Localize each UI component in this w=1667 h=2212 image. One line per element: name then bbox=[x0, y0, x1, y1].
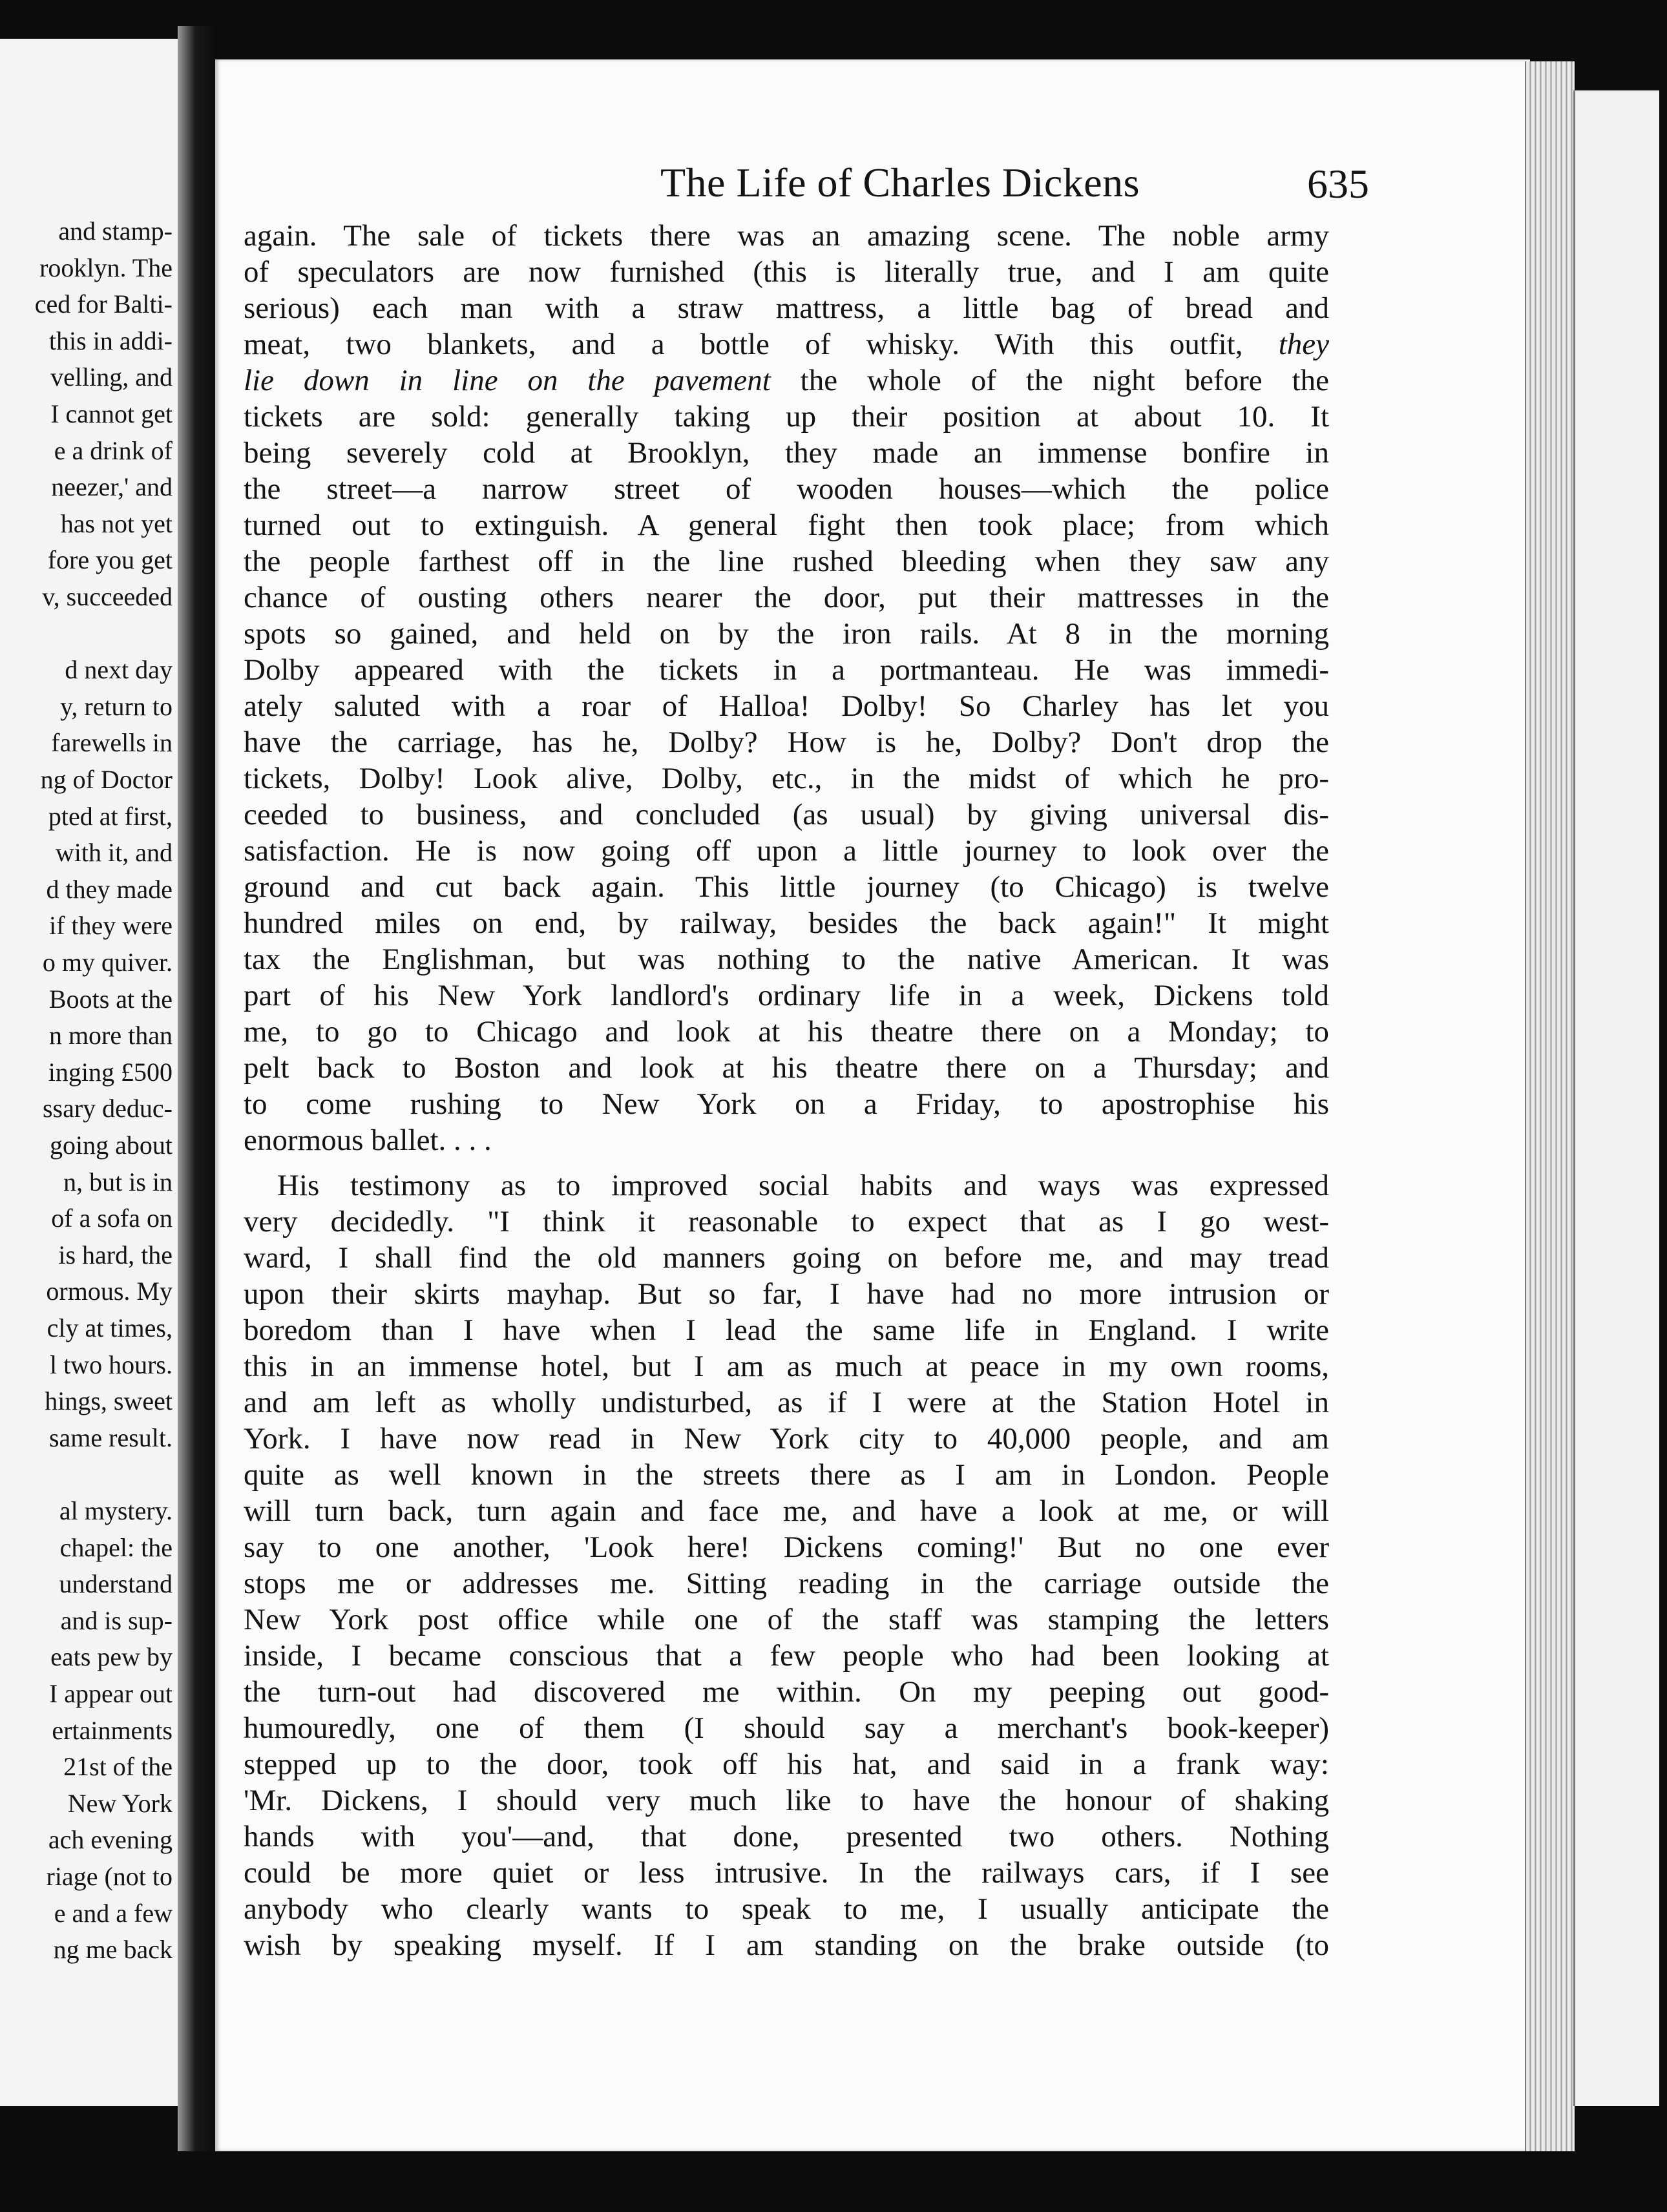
left-page-line: farewells in bbox=[51, 728, 173, 757]
text-line: ward, I shall find the old manners going on before me, and may tread bbox=[244, 1241, 1329, 1275]
text-line: being severely cold at Brooklyn, they made an immense bonfire in bbox=[244, 436, 1329, 470]
text-line: enormous ballet. . . . bbox=[244, 1123, 492, 1157]
left-page-line: going about bbox=[50, 1131, 173, 1160]
left-page-line: Boots at the bbox=[48, 985, 173, 1014]
left-page-line: with it, and bbox=[55, 838, 173, 867]
left-page-line: inging £500 bbox=[48, 1058, 173, 1087]
left-page-line: d next day bbox=[65, 655, 173, 684]
left-page-line: I appear out bbox=[48, 1679, 173, 1708]
left-page-line: ertainments bbox=[52, 1716, 173, 1745]
left-page-line: and stamp- bbox=[58, 216, 173, 245]
left-page-line: eats pew by bbox=[50, 1642, 173, 1671]
left-page-line: I cannot get bbox=[50, 399, 173, 428]
page-number: 635 bbox=[1307, 161, 1369, 207]
text-line: wish by speaking myself. If I am standing on the brake outside (to bbox=[244, 1928, 1329, 1962]
text-line: part of his New York landlord's ordinary life in a week, Dickens told bbox=[244, 979, 1329, 1012]
text-line: stops me or addresses me. Sitting reading in the carriage outside the bbox=[244, 1567, 1329, 1600]
left-page-line: understand bbox=[59, 1569, 173, 1598]
left-page-line: n more than bbox=[48, 1021, 173, 1050]
text-line: 'Mr. Dickens, I should very much like to have the honour of shaking bbox=[244, 1784, 1329, 1817]
left-page-line: chapel: the bbox=[59, 1533, 173, 1562]
left-page-line: of a sofa on bbox=[51, 1204, 173, 1233]
book-edge-board bbox=[1573, 90, 1659, 2106]
left-page-line: fore you get bbox=[47, 545, 173, 574]
text-line bbox=[244, 362, 1329, 399]
text-line: turned out to extinguish. A general fight then took place; from which bbox=[244, 508, 1329, 542]
text-line: tickets are sold: generally taking up their position at about 10. It bbox=[244, 400, 1329, 433]
text-line: tickets, Dolby! Look alive, Dolby, etc., in the midst of which he pro- bbox=[244, 762, 1329, 795]
text-line: of speculators are now furnished (this is literally true, and I am quite bbox=[244, 255, 1329, 289]
text-line: have the carriage, has he, Dolby? How is he, Dolby? Don't drop the bbox=[244, 725, 1329, 759]
left-page-line: e a drink of bbox=[54, 436, 173, 465]
running-title: The Life of Charles Dickens bbox=[660, 160, 1140, 205]
italic-run: lie down in line on the pavement bbox=[244, 364, 771, 397]
text-line: satisfaction. He is now going off upon a little journey to look over the bbox=[244, 834, 1329, 868]
text-line: humouredly, one of them (I should say a merchant's book-keeper) bbox=[244, 1711, 1329, 1745]
text-line: ground and cut back again. This little journey (to Chicago) is twelve bbox=[244, 870, 1329, 904]
left-page-line: y, return to bbox=[59, 692, 173, 721]
text-line: me, to go to Chicago and look at his theatre there on a Monday; to bbox=[244, 1015, 1329, 1049]
text-line: this in an immense hotel, but I am as much at peace in my own rooms, bbox=[244, 1350, 1329, 1383]
left-page-line: ormous. My bbox=[46, 1277, 173, 1306]
text-line: spots so gained, and held on by the iron rails. At 8 in the morning bbox=[244, 617, 1329, 651]
text-line: say to one another, 'Look here! Dickens coming!' But no one ever bbox=[244, 1530, 1329, 1564]
left-page-line: hings, sweet bbox=[45, 1386, 173, 1415]
book-gutter bbox=[178, 26, 216, 2151]
text-line: pelt back to Boston and look at his theatre there on a Thursday; and bbox=[244, 1051, 1329, 1085]
text-line: again. The sale of tickets there was an amazing scene. The noble army bbox=[244, 219, 1329, 253]
text-line: Dolby appeared with the tickets in a portmanteau. He was immedi- bbox=[244, 653, 1329, 687]
left-page-line: has not yet bbox=[60, 509, 173, 538]
text-line: inside, I became conscious that a few people who had been looking at bbox=[244, 1639, 1329, 1673]
left-page-line: same result. bbox=[48, 1423, 173, 1452]
text-line: hundred miles on end, by railway, besides the back again!" It might bbox=[244, 906, 1329, 940]
italic-run: they bbox=[1278, 328, 1330, 361]
text-line: and am left as wholly undisturbed, as if I were at the Station Hotel in bbox=[244, 1386, 1329, 1419]
left-page-line: neezer,' and bbox=[51, 472, 173, 501]
text-line: ceeded to business, and concluded (as usual) by giving universal dis- bbox=[244, 798, 1329, 831]
text-line: His testimony as to improved social habits and ways was expressed bbox=[277, 1169, 1329, 1202]
text-line: the people farthest off in the line rushed bleeding when they saw any bbox=[244, 545, 1329, 578]
left-page-line: n, but is in bbox=[63, 1167, 173, 1196]
text-run: the whole of the night before the bbox=[800, 364, 1329, 397]
text-line: anybody who clearly wants to speak to me, I usually anticipate the bbox=[244, 1892, 1329, 1926]
left-page-line: and is sup- bbox=[60, 1606, 173, 1635]
text-line: very decidedly. "I think it reasonable to expect that as I go west- bbox=[244, 1205, 1329, 1238]
text-line: tax the Englishman, but was nothing to the native American. It was bbox=[244, 943, 1329, 976]
left-page-line: cly at times, bbox=[47, 1313, 173, 1342]
page-edges bbox=[1525, 61, 1575, 2151]
left-page-line: v, succeeded bbox=[42, 582, 173, 611]
left-page-line: velling, and bbox=[50, 362, 173, 391]
text-line bbox=[244, 326, 1329, 362]
left-page-line: ced for Balti- bbox=[34, 289, 173, 318]
left-page-line: al mystery. bbox=[59, 1496, 173, 1525]
left-page-line: riage (not to bbox=[46, 1862, 173, 1891]
left-page-line: d they made bbox=[46, 875, 173, 904]
text-line: York. I have now read in New York city to 40,000 people, and am bbox=[244, 1422, 1329, 1456]
text-line: the turn-out had discovered me within. On my peeping out good- bbox=[244, 1675, 1329, 1709]
text-line: serious) each man with a straw mattress, a little bag of bread and bbox=[244, 291, 1329, 325]
left-facing-page bbox=[0, 39, 191, 2106]
text-line: New York post office while one of the staff was stamping the letters bbox=[244, 1603, 1329, 1636]
left-page-line: l two hours. bbox=[50, 1350, 173, 1379]
left-page-line: New York bbox=[67, 1789, 173, 1818]
left-page-line: pted at first, bbox=[48, 802, 173, 831]
text-line: upon their skirts mayhap. But so far, I have had no more intrusion or bbox=[244, 1277, 1329, 1311]
text-line: to come rushing to New York on a Friday, to apostrophise his bbox=[244, 1087, 1329, 1121]
text-run: meat, two blankets, and a bottle of whisky. With this outfit, bbox=[244, 328, 1243, 361]
text-line: chance of ousting others nearer the door, put their mattresses in the bbox=[244, 581, 1329, 614]
left-page-line: is hard, the bbox=[58, 1240, 173, 1269]
text-line: the street—a narrow street of wooden houses—which the police bbox=[244, 472, 1329, 506]
left-page-line: 21st of the bbox=[63, 1752, 173, 1781]
main-page bbox=[215, 59, 1530, 2151]
left-page-line: e and a few bbox=[54, 1899, 173, 1928]
left-page-line: ng me back bbox=[53, 1935, 173, 1964]
left-page-line: o my quiver. bbox=[42, 948, 173, 977]
left-page-line: rooklyn. The bbox=[39, 253, 173, 282]
text-line: boredom than I have when I lead the same life in England. I write bbox=[244, 1313, 1329, 1347]
left-page-line: ach evening bbox=[48, 1825, 173, 1854]
text-line: ately saluted with a roar of Halloa! Dolby! So Charley has let you bbox=[244, 689, 1329, 723]
running-head bbox=[215, 159, 1314, 207]
text-line: hands with you'—and, that done, presented two others. Nothing bbox=[244, 1820, 1329, 1853]
text-line: will turn back, turn again and face me, and have a look at me, or will bbox=[244, 1494, 1329, 1528]
text-line: stepped up to the door, took off his hat, and said in a frank way: bbox=[244, 1748, 1329, 1781]
text-line: could be more quiet or less intrusive. In the railways cars, if I see bbox=[244, 1856, 1329, 1890]
left-page-line: ng of Doctor bbox=[40, 765, 173, 794]
left-page-line: if they were bbox=[48, 911, 173, 940]
left-page-line: ssary deduc- bbox=[42, 1094, 173, 1123]
text-line: quite as well known in the streets there as I am in London. People bbox=[244, 1458, 1329, 1492]
left-page-line: this in addi- bbox=[48, 326, 173, 355]
